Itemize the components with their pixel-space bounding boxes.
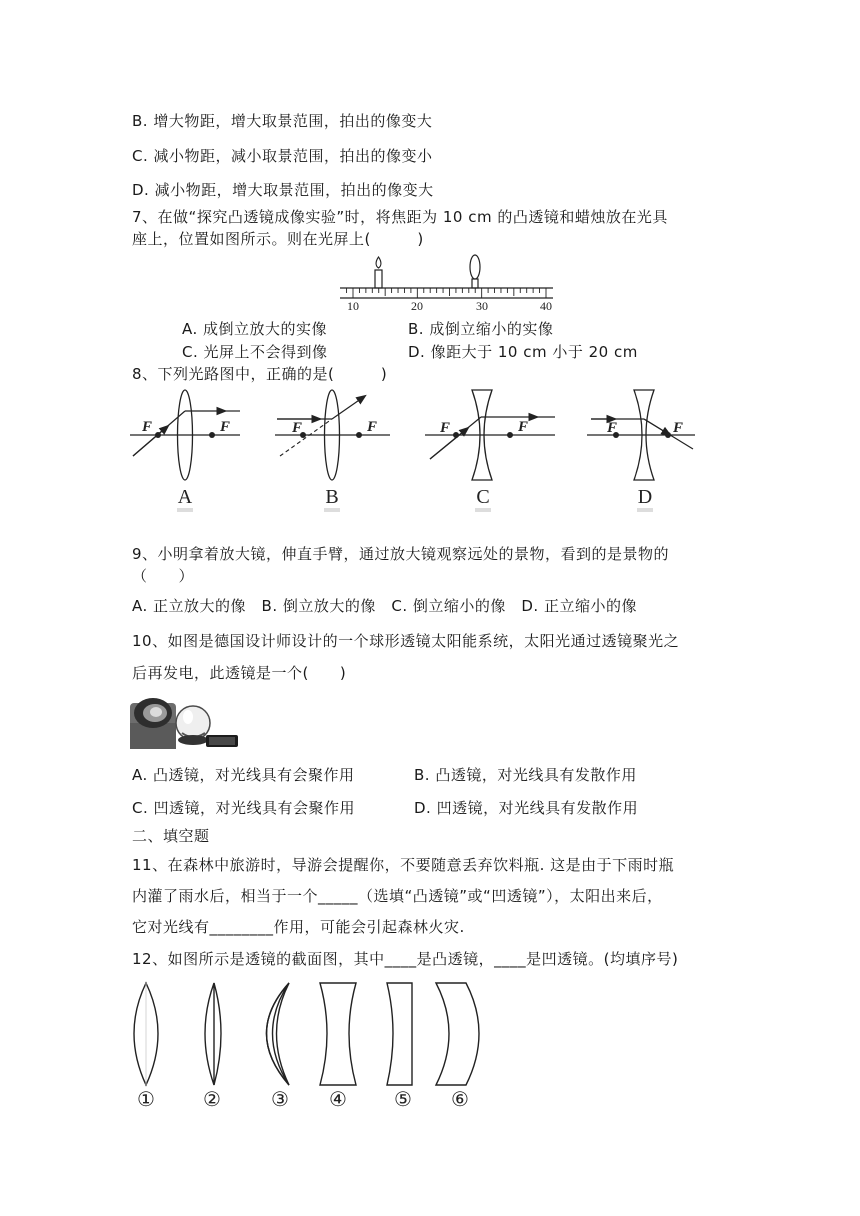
q10-option-d: D. 凹透镜，对光线具有发散作用 (414, 799, 639, 817)
lens-label-4: ④ (329, 1089, 347, 1111)
lens-cross-sections (124, 978, 494, 1113)
q7-option-b: B. 成倒立缩小的实像 (408, 320, 554, 338)
q6-option-b: B. 增大物距，增大取景范围，拍出的像变大 (132, 112, 433, 130)
lens-label-5: ⑤ (394, 1089, 412, 1111)
q7-option-a: A. 成倒立放大的实像 (182, 320, 328, 338)
diagram-label-c: C (476, 486, 490, 508)
q11-stem-line3: 它对光线有________作用，可能会引起森林火灾. (132, 918, 465, 936)
q11-stem-line1: 11、在森林中旅游时，导游会提醒你，不要随意丢弃饮料瓶. 这是由于下雨时瓶 (132, 856, 675, 874)
ruler (340, 288, 553, 298)
solar-sphere-photo (130, 693, 242, 749)
diagram-c (425, 390, 555, 510)
optical-bench-figure (338, 252, 558, 312)
q7-option-c: C. 光屏上不会得到像 (182, 343, 328, 361)
lens-icon (470, 255, 480, 288)
focus-label: F (673, 420, 684, 436)
focus-label: F (367, 419, 378, 435)
focus-label: F (220, 419, 231, 435)
q9-options: A. 正立放大的像 B. 倒立放大的像 C. 倒立缩小的像 D. 正立缩小的像 (132, 597, 637, 615)
ruler-tick-40: 40 (540, 299, 552, 313)
candle-icon (375, 257, 382, 288)
q9-stem-line2: （ ） (132, 567, 195, 585)
ruler-tick-30: 30 (476, 299, 488, 313)
lens-label-2: ② (203, 1089, 221, 1111)
q10-stem-line2: 后再发电，此透镜是一个( ) (132, 664, 347, 682)
ruler-tick-10: 10 (347, 299, 359, 313)
q10-option-b: B. 凸透镜，对光线具有发散作用 (414, 766, 637, 784)
lens-label-1: ① (137, 1089, 155, 1111)
focus-label: F (142, 419, 153, 435)
focus-label: F (607, 420, 618, 436)
light-path-diagrams (125, 383, 705, 528)
focus-label: F (518, 419, 529, 435)
lens-5 (387, 983, 412, 1085)
diagram-b (275, 390, 390, 510)
q10-stem-line1: 10、如图是德国设计师设计的一个球形透镜太阳能系统，太阳光通过透镜聚光之 (132, 632, 680, 650)
section-heading: 二、填空题 (132, 827, 210, 845)
q7-stem-line2: 座上，位置如图所示。则在光屏上( ) (132, 230, 424, 248)
q10-option-a: A. 凸透镜，对光线具有会聚作用 (132, 766, 355, 784)
focus-label: F (292, 420, 303, 436)
q7-option-d: D. 像距大于 10 cm 小于 20 cm (408, 343, 638, 361)
q12-stem: 12、如图所示是透镜的截面图，其中____是凸透镜，____是凹透镜。(均填序号) (132, 950, 679, 968)
lens-label-6: ⑥ (451, 1089, 469, 1111)
lens-6 (436, 983, 479, 1085)
q7-stem-line1: 7、在做“探究凸透镜成像实验”时，将焦距为 10 cm 的凸透镜和蜡烛放在光具 (132, 208, 668, 226)
diagram-d (587, 390, 695, 510)
diagram-label-b: B (325, 486, 339, 508)
q6-option-d: D. 减小物距，增大取景范围，拍出的像变大 (132, 181, 434, 199)
focus-label: F (440, 420, 451, 436)
q10-option-c: C. 凹透镜，对光线具有会聚作用 (132, 799, 356, 817)
diagram-a (130, 390, 240, 510)
ruler-tick-20: 20 (411, 299, 423, 313)
q11-stem-line2: 内灌了雨水后，相当于一个_____（选填“凸透镜”或“凹透镜”），太阳出来后， (132, 887, 663, 905)
diagram-label-a: A (177, 486, 193, 508)
diagram-label-d: D (637, 486, 653, 508)
q8-stem: 8、下列光路图中，正确的是( ) (132, 365, 388, 383)
lens-label-3: ③ (271, 1089, 289, 1111)
q6-option-c: C. 减小物距，减小取景范围，拍出的像变小 (132, 147, 433, 165)
lens-2 (205, 983, 214, 1085)
q9-stem-line1: 9、小明拿着放大镜，伸直手臂，通过放大镜观察远处的景物，看到的是景物的 (132, 545, 670, 563)
lens-4 (320, 983, 356, 1085)
